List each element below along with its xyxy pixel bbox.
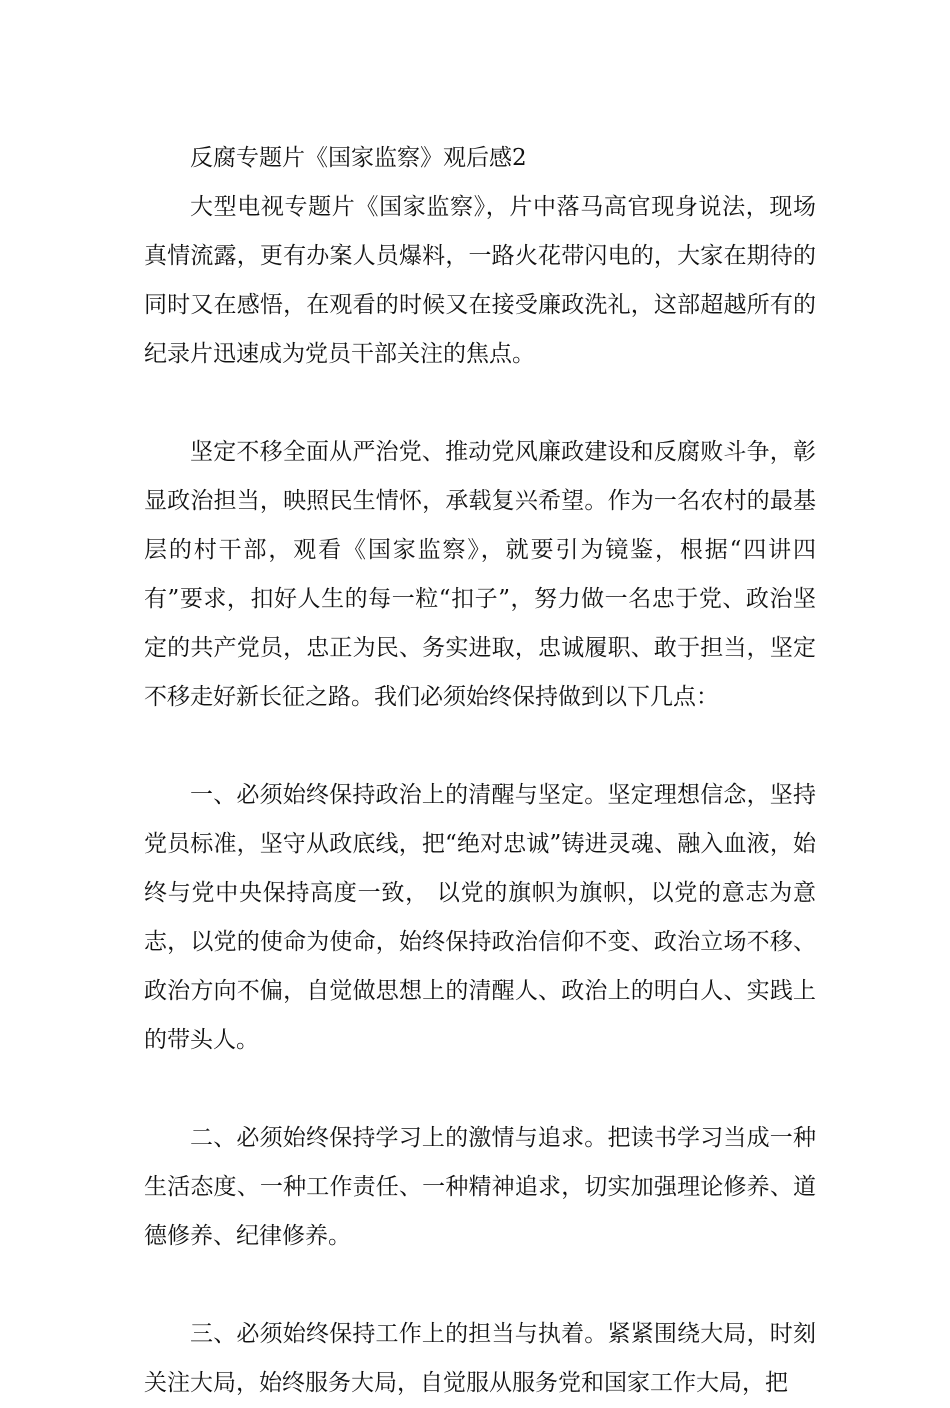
paragraph-point-three: 三、必须始终保持工作上的担当与执着。紧紧围绕大局，时刻关注大局，始终服务大局，自觉服从服务党和国家工作大局，把 <box>144 1321 816 1396</box>
paragraph-point-two: 二、必须始终保持学习上的激情与追求。把读书学习当成一种生活态度、一种工作责任、一种精神追求，切实加强理论修养、道德修养、纪律修养。 <box>144 1125 816 1249</box>
document-body <box>144 134 816 1408</box>
paragraph-point-one: 一、必须始终保持政治上的清醒与坚定。坚定理想信念，坚持党员标准，坚守从政底线，把“绝对忠诚”铸进灵魂、融入血液，始终与党中央保持高度一致， 以党的旗帜为旗帜，以党的意志为意志，以党的使命为使命，始终保持政治信仰不变、政治立场不移、政治方向不偏，自觉做思想上的清醒人、政治上的明白人、实践上的带头人。 <box>144 782 816 1053</box>
paragraph-intro: 大型电视专题片《国家监察》，片中落马高官现身说法，现场真情流露，更有办案人员爆料，一路火花带闪电的，大家在期待的同时又在感悟，在观看的时候又在接受廉政洗礼，这部超越所有的纪录片迅速成为党员干部关注的焦点。 <box>144 194 816 367</box>
paragraph-commitment: 坚定不移全面从严治党、推动党风廉政建设和反腐败斗争，彰显政治担当，映照民生情怀，承载复兴希望。作为一名农村的最基层的村干部，观看《国家监察》，就要引为镜鉴，根据“四讲四有”要求，扣好人生的每一粒“扣子”，努力做一名忠于党、政治坚定的共产党员，忠正为民、务实进取，忠诚履职、敢于担当，坚定不移走好新长征之路。我们必须始终保持做到以下几点： <box>144 439 816 710</box>
document-title: 反腐专题片《国家监察》观后感2 <box>190 145 527 171</box>
